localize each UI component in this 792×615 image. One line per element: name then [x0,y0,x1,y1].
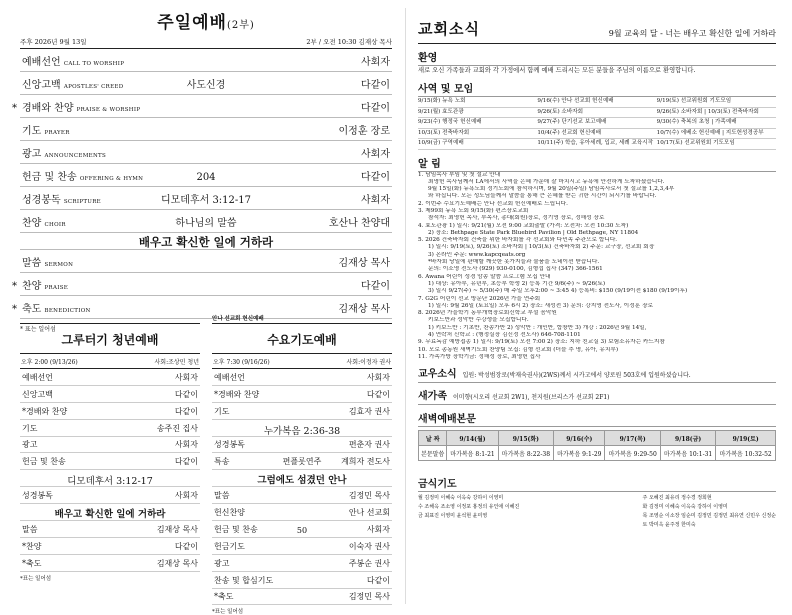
wed-service-item [212,386,392,403]
schedule-row [418,129,776,140]
wed-service-item [212,504,392,521]
wed-service-item [212,453,392,470]
youth-sermon-title: 배우고 확신한 일에 거하라 [20,504,200,521]
item-english: ANNOUNCEMENTS [44,153,107,159]
item-title: 찬양 [22,218,42,229]
service-info: 2부 / 오전 10:30 김재상 목사 [306,38,392,46]
announcements-list [418,172,776,362]
wed-scripture: 누가복음 2:36-38 [212,420,392,437]
announcement-line: 10. 모로 총동원 새벽기도회 찬양팀 모집: 김형 선교회 (더블 추 명, 유아, 유치부) [418,346,619,353]
announcement-line: 7. G2G 어린이 선교 방문단 2026년 가을 연주회 [418,295,541,302]
dawn-day-cell: 9/14(월) [447,431,498,446]
wed-service-item [212,487,392,504]
schedule-item: 9/16(수) 안나 선교회 헌신예배 [537,98,614,104]
item-english: BENEDICTION [44,308,91,314]
item-title: 말씀 [22,258,42,269]
service-item [20,187,392,210]
service-item [20,49,392,72]
item-person: 다같이 [361,103,390,114]
service-date: 주후 2026년 9월 13일 [20,38,87,46]
wed-service-item [212,521,392,538]
schedule-row [418,118,776,129]
schedule-item: 10/11(주) 학습, 유아세례, 입교, 세례 교육시작 [537,140,654,146]
schedule-item: 10/3(토) 전축바자회 [418,129,470,136]
item-english: SCRIPTURE [63,199,101,205]
wed-service-item [212,572,392,589]
item-name: 헌신찬양 [214,508,245,518]
announcement-line: 3) 일시 9/27(주) ~ 5/30(주) 매 주일 오후2:00 ~ 3:45 4) 등록비: $150 (9/19이전 $180 (9/19이후) [428,288,688,295]
youth-service-item [20,420,200,437]
announcement-line: 참석자: 최영헌 목사, 부목사, 총대(회원)장로, 정기영 장로, 정해성 장로 [428,215,605,222]
item-person: 이숙자 권사 [348,541,390,551]
dawn-text-cell: 본문말씀 [419,446,447,461]
youth-service-item [20,538,200,555]
announcement-line: 1) 키보드반 : 기초반, 찬송가반 2) 성악반 : 개인반, 합창반 3) 개강 : 2026년 9월 14일, [428,324,647,331]
item-name: 예배선언 [214,372,245,382]
service-item [12,95,392,118]
announcement-line: 4. 효도관광 1) 일시: 9/21(월) 오전 9:00 교회출발 (가격: 오전차: 오전 10:30 도착) [418,222,629,229]
sunday-service-section [12,8,392,615]
fasting-prayer-list [418,494,776,530]
youth-leader: 사회:조상민 청년 [154,359,199,366]
item-detail: 디모데후서 3:12-17 [160,195,252,206]
wed-service-item [212,437,392,454]
member-news: 교우소식 입원: 박성범장로(박재숙권사)(2WS)께서 시카고에서 양로원 503호에 입원하셨습니다. [418,365,776,383]
schedule-heading: 사역 및 모임 [418,80,776,97]
standing-mark: * [12,103,17,114]
item-name: *축도 [214,592,234,602]
item-name: 헌금 및 찬송 [22,457,66,467]
item-person: 다같이 [361,172,390,183]
youth-note: *표는 일어섬 [20,575,52,582]
schedule-item: 9/19(토) 선교위원회 기도모임 [656,98,732,104]
schedule-item: 9/15(화) 뉴욕 노회 [418,98,466,104]
item-name: 광고 [22,440,38,450]
schedule-item: 9/23(수) 행정국 헌신예배 [418,119,482,125]
announcement-line: 4) 연락처 신학교 : (행정실장 김신정 전도사) 646-708-1101 [428,332,581,339]
news-theme: 9월 교육의 달 - 너는 배우고 확신한 일에 거하라 [608,29,776,38]
schedule-list [418,97,776,150]
secondary-services [20,314,392,615]
prayer-line: 주 오혜진 최유리 정수경 정희현 [642,495,712,502]
youth-service-item [20,369,200,386]
youth-service-item [20,555,200,572]
schedule-item: 10/9(금) 구역예배 [418,140,464,146]
youth-service [20,314,200,615]
wed-header: 안나 선교회 헌신예배 [212,316,264,322]
youth-service-title: 그루터기 청년예배 [20,323,200,354]
announcement-line: 와 하십니다. 모든 성도님들께서 말씀을 통해 큰 은혜를 받는 귀한 시간이 되시기를 바랍니다. [428,193,657,200]
announcement-line: 1) 대상: 유아부, 유년부, 초등부 학생 2) 등록 기간 9/6(주) ~ 9/26(토) [428,280,606,287]
announcement-line: *바자회 당일에 판매할 깨끗한 옷가지들과 물품을 도네이션 받습니다. [428,259,600,266]
schedule-item: 9/26(토) 소바자회 | 10/3(토) 전축바자회 [656,108,759,115]
item-name [22,254,73,269]
item-name: 말씀 [214,491,230,501]
prayer-line: 월 김정미 이혜숙 이옥숙 강하이 이영미 [418,495,504,502]
item-person: 주봉순 권사 [348,558,390,568]
dawn-text-cell: 마가복음 10:1-31 [660,446,715,461]
item-name: 기도 [214,406,230,416]
announcement-line: 5. 2026 건축바자회 건축을 위한 바자회를 각 선교회와 다민족 주관으로 합니다. [418,237,618,244]
welcome-heading: 환영 [418,49,776,66]
youth-service-item [20,437,200,454]
item-detail: 50 [296,525,308,535]
schedule-item: 9/30(수) 축복의 초청 | 가족예배 [656,119,737,125]
item-title: 기도 [22,126,42,137]
announcement-line: 1. 담임목사 부임 및 첫 설교 안내 [418,171,501,178]
item-title: 예배선언 [22,57,61,68]
announcement-line: 11. 가족가방 장학기금: 정해성 장로, 최영헌 집사 [418,353,541,360]
youth-scripture: 디모데후서 3:12-17 [20,470,200,487]
wednesday-service [212,314,392,615]
item-name [22,99,140,114]
item-english: APOSTLES' CREED [63,84,124,90]
item-english: CHOIR [44,222,66,228]
prayer-line: 금 최표진 이영미 윤석현 윤미영 [418,513,488,520]
schedule-item: 10/4(주) 선교회 헌신예배 [537,129,602,136]
wed-service-item [212,369,392,386]
item-person: 다같이 [174,457,198,467]
prayer-line: 토 박미옥 윤주정 한미숙 [642,522,696,529]
announcement-line: 3. 제99회 뉴욕 노회 9/15(화) 편즈장로교회 [418,207,529,214]
item-english: PRAISE [44,285,69,291]
item-detail: 204 [196,172,216,183]
announcement-line: 6. Awana 어린이 성경 암송 말씀 프로그램 모집 안내 [418,273,551,280]
item-person: 김재상 목사 [338,258,390,269]
item-name: 기도 [22,423,38,433]
order-of-service-end [12,250,392,319]
dawn-day-cell: 날 짜 [419,431,447,446]
standing-mark: * [12,304,17,315]
item-name: 성경봉독 [214,440,245,450]
service-item [20,210,392,233]
item-person: 김정민 목사 [348,491,390,501]
prayer-line: 목 조영순 이소장 임순미 김정민 김정민 최유연 신민우 신정순 [642,513,776,520]
announcement-line: 9. 무료독감 예방접종 1) 일시: 9/19(토) 오전 7:00 2) 장소: 지하 친교실 3) 보험소유자는 카드지참 [418,339,665,346]
service-item [20,72,392,95]
item-name: *축도 [22,558,42,568]
wed-service-title: 수요기도예배 [212,323,392,354]
wed-service-item [212,555,392,572]
welcome-text: 새로 오신 가족들과 교회와 각 가정에서 함께 예배 드리시는 모든 분들을 주님의 이름으로 환영합니다. [418,67,696,74]
item-english: OFFERING & HYMN [79,176,144,182]
item-detail: 하나님의 말씀 [175,218,237,229]
announcement-line: 9월 15일(화) 뉴욕노회 정기노회에 참석하시며, 9월 20일(주일) 담임목사로서 첫 설교를 1,2,3,4부 [428,186,675,193]
item-name [22,277,68,292]
item-title: 경배와 찬양 [22,103,74,114]
item-name [22,300,91,315]
item-person: 다같이 [366,575,390,585]
item-person: 다같이 [174,406,198,416]
item-name [22,122,70,137]
item-name: 예배선언 [22,372,53,382]
item-person: 안나 선교회 [348,508,390,518]
item-name: 헌금 및 찬송 [214,524,258,534]
item-person: 김재상 목사 [338,304,390,315]
item-person: 사회자 [361,195,390,206]
item-english: PRAYER [44,130,70,136]
item-person: 송주진 집사 [156,423,198,433]
schedule-item: 10/7(수) 에베소 헌신예배 | 지도헌성경공부 [656,129,764,136]
announcement-line: 문의: 이소영 전도사 (929) 930-0100, 김형섭 집사 (347) 366-1561 [428,266,603,273]
item-person: 계희자 전도사 [341,457,390,467]
dawn-service-heading: 새벽예배본문 [418,410,776,427]
item-person: 다같이 [366,389,390,399]
dawn-day-cell: 9/17(목) [605,431,660,446]
item-name [22,53,124,68]
service-item [20,250,392,273]
item-person: 사회자 [361,57,390,68]
item-person: 김재상 목사 [156,558,198,568]
item-person: 사회자 [174,440,198,450]
announcements-heading: 알 림 [418,155,776,172]
wed-note: *표는 일어섬 [212,609,244,615]
item-person: 사회자 [361,149,390,160]
announcement-line: 2. 이번주 수요기도예배는 안나 선교회 헌신예배로 드립니다. [418,200,568,207]
item-title: 성경봉독 [22,195,61,206]
prayer-line: 수 조해옥 조소영 이정포 홍정의 유인애 이혜진 [418,504,520,511]
standing-note: * 표는 일어섬 [20,326,56,333]
announcement-line: 1) 일시: 9/19(토), 9/26(토) 소바자회 | 10/3(토) 건축바자회 2) 주문: 교구장, 선교회 회장 [428,244,655,251]
item-name: 성경봉독 [22,491,53,501]
service-subheader [20,37,392,49]
dawn-day-cell: 9/18(금) [660,431,715,446]
prayer-line: 화 김정미 이혜숙 이옥숙 강하이 이영미 [642,504,728,511]
announcement-line: 키보드반과 성악반 수강생을 모집합니다. [428,317,529,324]
youth-service-item [20,487,200,504]
service-item [20,118,392,141]
item-person: 다같이 [174,541,198,551]
dawn-text-cell: 마가복음 10:32-52 [716,446,776,461]
item-name: *경배와 찬양 [22,406,68,416]
item-person: 이정훈 장로 [338,126,390,137]
dawn-day-cell: 9/19(토) [716,431,776,446]
schedule-item: 9/26(토) 소바자회 [537,108,584,115]
item-person: 사회자 [174,372,198,382]
item-person: 다같이 [361,80,390,91]
wed-leader: 사회:이정자 권사 [346,359,391,366]
wed-time: 오후 7:30 (9/16/26) [213,359,270,366]
announcement-line: 2) 장소: Bethpage State Park Bluebird Pavilion | Old Bethpage, NY 11804 [428,229,639,236]
item-title: 축도 [22,304,42,315]
youth-time: 오후 2:00 (9/13/26) [21,359,78,366]
item-person: 다같이 [361,281,390,292]
church-news-section [418,8,776,608]
item-name: 찬송 및 합심기도 [214,575,274,585]
announcement-line: 3) 온라인 주문: www.kapcqeats.org [428,251,526,258]
item-name: *경배와 찬양 [214,389,260,399]
dawn-day-cell: 9/16(수) [554,431,605,446]
schedule-row [418,108,776,119]
standing-mark: * [12,281,17,292]
youth-service-item [20,403,200,420]
schedule-item: 9/27(주) 단기선교 보고예배 [537,119,607,125]
schedule-item: 9/21(월) 효도관광 [418,108,464,115]
dawn-service-table [418,430,776,461]
youth-service-item [20,453,200,470]
item-person: 사회자 [174,491,198,501]
item-name: 헌금기도 [214,541,245,551]
item-name: 특송 [214,457,230,467]
item-name [22,145,106,160]
item-english: SERMON [44,262,74,268]
item-person: 김재상 목사 [156,524,198,534]
wed-service-item [212,403,392,420]
item-title: 광고 [22,149,42,160]
item-detail: 편플롯연주 [282,457,322,467]
item-person: 다같이 [174,389,198,399]
dawn-text-cell: 마가복음 9:1-29 [554,446,605,461]
item-name: *찬양 [22,541,42,551]
item-title: 찬양 [22,281,42,292]
youth-service-item [20,521,200,538]
item-person: 편춘자 권사 [348,440,390,450]
announcement-line: 8. 2026년 가을학기 동부개혁장로회신학교 부설 음악원 [418,310,557,317]
page-divider [405,8,406,604]
item-title: 신앙고백 [22,80,61,91]
schedule-item: 10/17(토) 선교위원회 기도모임 [656,140,735,146]
item-english: PRAISE & WORSHIP [76,107,141,113]
dawn-day-cell: 9/15(화) [498,431,553,446]
sermon-title: 배우고 확신한 일에 거하라 [20,233,392,250]
item-person: 사회자 [366,372,390,382]
youth-service-item [20,386,200,403]
dawn-text-cell: 마가복음 8:1-21 [447,446,498,461]
wed-sermon-title: 그럼에도 섬겼던 안나 [212,470,392,487]
news-title: 교회소식 [418,20,480,38]
item-english: CALL TO WORSHIP [63,61,125,67]
wed-service-item [212,538,392,555]
order-of-service [12,49,392,233]
item-person: 사회자 [366,524,390,534]
item-name: 광고 [214,558,230,568]
dawn-text-cell: 마가복음 9:29-50 [605,446,660,461]
new-family: 새가족 이미향(시오리 선교회 2W1), 천지원(브리스가 선교회 2F1) [418,387,776,405]
item-name: 신앙고백 [22,389,53,399]
announcement-line: 최영헌 목사님께서 LA에서의 사역을 은혜 가운데 잘 마치시고 뉴욕에 안전하게 도착하셨습니다. [428,178,665,185]
schedule-row [418,97,776,108]
item-title: 헌금 및 찬송 [22,172,77,183]
dawn-text-cell: 마가복음 8:22-38 [498,446,553,461]
item-person: 김정민 목사 [348,592,390,602]
item-person: 호산나 찬양대 [328,218,390,229]
wed-service-item [212,589,392,606]
item-detail: 사도신경 [186,80,226,91]
item-name: 말씀 [22,524,38,534]
news-header [418,18,776,44]
service-item [20,164,392,187]
schedule-row [418,139,776,150]
announcement-line: 1) 일시: 9월 26일 (토요일) 오후 6시 2) 장소: 새성전 3) 문의: 강지영 전도사, 이정훈 장로 [428,302,653,309]
service-title: 주일예배(2부) [157,13,255,33]
item-person: 김효자 권사 [348,406,390,416]
fasting-prayer-heading: 금식기도 [418,475,776,492]
service-item [20,141,392,164]
service-item [12,273,392,296]
